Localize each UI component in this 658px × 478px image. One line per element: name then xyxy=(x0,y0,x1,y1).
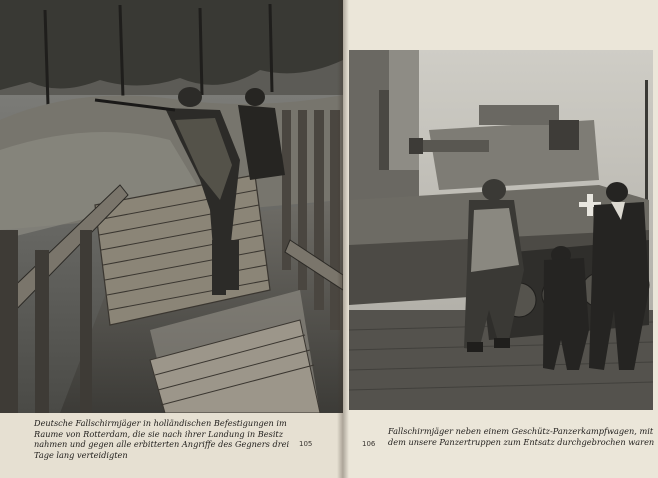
book-gutter xyxy=(337,0,349,478)
left-caption: Deutsche Fallschirmjäger in holländischen Befestigungen im Raume von Rotterdam, die sie nach ihrer Landung in Besitz nahmen und gegen alle erbitterten Angriffe des Gegners drei Tage lang verteidigten xyxy=(34,418,290,460)
left-page-number: 105 xyxy=(299,440,313,448)
right-caption: Fallschirmjäger neben einem Geschütz-Panzerkampfwagen, mit dem unsere Panzertruppen zum Entsatz durchgebrochen waren xyxy=(388,426,655,447)
right-page-number: 106 xyxy=(362,440,376,448)
trench-photo xyxy=(0,0,343,413)
tank-photo xyxy=(349,50,653,410)
tank-photo-image xyxy=(349,50,653,410)
trench-photo-image xyxy=(0,0,343,413)
right-page xyxy=(343,0,658,478)
